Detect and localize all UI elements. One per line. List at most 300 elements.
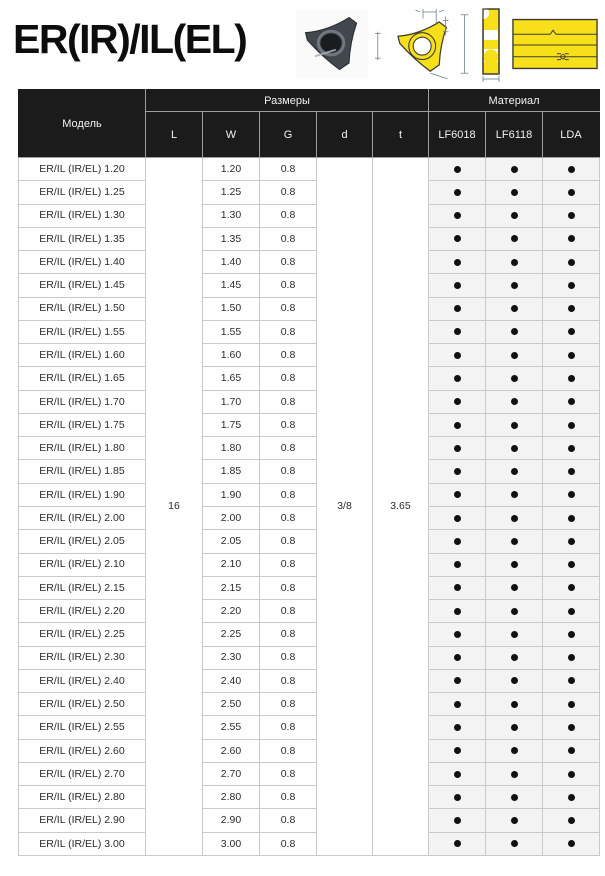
material-cell-lf6118: [486, 413, 543, 436]
availability-dot: [454, 515, 461, 522]
model-cell: ER/IL (IR/EL) 1.45: [19, 274, 146, 297]
table-row: [19, 506, 600, 529]
g-cell: 0.8: [260, 251, 317, 274]
availability-dot: [454, 305, 461, 312]
insert-side-drawing-graphic: [478, 5, 504, 83]
material-cell-lda: [543, 553, 600, 576]
g-cell: 0.8: [260, 181, 317, 204]
availability-dot: [568, 212, 575, 219]
availability-dot: [454, 724, 461, 731]
model-cell: ER/IL (IR/EL) 1.70: [19, 390, 146, 413]
model-cell: ER/IL (IR/EL) 1.40: [19, 251, 146, 274]
availability-dot: [511, 328, 518, 335]
model-cell: ER/IL (IR/EL) 3.00: [19, 832, 146, 855]
material-cell-lda: [543, 530, 600, 553]
table-row: [19, 809, 600, 832]
availability-dot: [568, 794, 575, 801]
w-cell: 1.20: [203, 158, 260, 181]
availability-dot: [511, 375, 518, 382]
table-row: [19, 297, 600, 320]
material-cell-lda: [543, 739, 600, 762]
availability-dot: [454, 701, 461, 708]
model-cell: ER/IL (IR/EL) 2.70: [19, 762, 146, 785]
availability-dot: [568, 701, 575, 708]
availability-dot: [511, 584, 518, 591]
table-row: [19, 204, 600, 227]
insert-top-drawing-graphic: [510, 15, 600, 73]
w-cell: 2.10: [203, 553, 260, 576]
g-cell: 0.8: [260, 646, 317, 669]
material-cell-lf6118: [486, 367, 543, 390]
w-cell: 1.65: [203, 367, 260, 390]
column-group-material: Материал: [429, 90, 600, 112]
availability-dot: [511, 771, 518, 778]
g-cell: 0.8: [260, 716, 317, 739]
material-cell-lf6018: [429, 786, 486, 809]
material-cell-lf6018: [429, 553, 486, 576]
availability-dot: [568, 817, 575, 824]
g-cell: 0.8: [260, 809, 317, 832]
availability-dot: [511, 608, 518, 615]
merged-d-cell: 3/8: [317, 158, 373, 856]
w-cell: 2.60: [203, 739, 260, 762]
w-cell: 2.25: [203, 623, 260, 646]
g-cell: 0.8: [260, 623, 317, 646]
w-cell: 1.60: [203, 344, 260, 367]
material-cell-lda: [543, 576, 600, 599]
availability-dot: [568, 538, 575, 545]
page-header: [0, 0, 605, 89]
table-row: [19, 413, 600, 436]
material-cell-lf6018: [429, 646, 486, 669]
material-cell-lf6018: [429, 809, 486, 832]
material-cell-lda: [543, 297, 600, 320]
availability-dot: [511, 491, 518, 498]
w-cell: 2.30: [203, 646, 260, 669]
table-row: [19, 739, 600, 762]
availability-dot: [454, 584, 461, 591]
availability-dot: [511, 352, 518, 359]
model-cell: ER/IL (IR/EL) 2.60: [19, 739, 146, 762]
table-body: [19, 158, 600, 856]
material-cell-lf6118: [486, 390, 543, 413]
material-cell-lf6018: [429, 413, 486, 436]
availability-dot: [511, 259, 518, 266]
material-cell-lf6018: [429, 158, 486, 181]
g-cell: 0.8: [260, 483, 317, 506]
material-cell-lf6018: [429, 437, 486, 460]
availability-dot: [454, 282, 461, 289]
material-cell-lf6118: [486, 530, 543, 553]
model-cell: ER/IL (IR/EL) 1.35: [19, 227, 146, 250]
g-cell: 0.8: [260, 739, 317, 762]
availability-dot: [511, 212, 518, 219]
insert-top-drawing: [510, 15, 600, 73]
w-cell: 1.30: [203, 204, 260, 227]
material-cell-lf6018: [429, 390, 486, 413]
material-cell-lda: [543, 181, 600, 204]
availability-dot: [568, 608, 575, 615]
material-cell-lf6118: [486, 786, 543, 809]
material-cell-lf6118: [486, 344, 543, 367]
availability-dot: [511, 422, 518, 429]
availability-dot: [454, 189, 461, 196]
material-cell-lf6118: [486, 669, 543, 692]
model-cell: ER/IL (IR/EL) 1.85: [19, 460, 146, 483]
availability-dot: [511, 840, 518, 847]
availability-dot: [511, 468, 518, 475]
w-cell: 1.25: [203, 181, 260, 204]
material-cell-lf6118: [486, 739, 543, 762]
material-cell-lf6118: [486, 227, 543, 250]
material-cell-lda: [543, 693, 600, 716]
availability-dot: [454, 771, 461, 778]
model-cell: ER/IL (IR/EL) 2.20: [19, 600, 146, 623]
material-cell-lf6018: [429, 204, 486, 227]
g-cell: 0.8: [260, 437, 317, 460]
insert-photo-graphic: [296, 8, 368, 80]
availability-dot: [454, 631, 461, 638]
insert-front-drawing-graphic: [374, 6, 472, 82]
table-header: [19, 90, 600, 158]
availability-dot: [454, 375, 461, 382]
availability-dot: [568, 189, 575, 196]
material-cell-lda: [543, 344, 600, 367]
w-cell: 1.80: [203, 437, 260, 460]
material-cell-lda: [543, 506, 600, 529]
availability-dot: [568, 654, 575, 661]
material-cell-lda: [543, 413, 600, 436]
model-cell: ER/IL (IR/EL) 1.25: [19, 181, 146, 204]
material-cell-lf6018: [429, 227, 486, 250]
availability-dot: [568, 282, 575, 289]
w-cell: 2.15: [203, 576, 260, 599]
w-cell: 1.40: [203, 251, 260, 274]
table-row: [19, 646, 600, 669]
column-header-w: W: [203, 112, 260, 158]
material-cell-lf6118: [486, 437, 543, 460]
table-row: [19, 460, 600, 483]
w-cell: 1.50: [203, 297, 260, 320]
availability-dot: [454, 677, 461, 684]
material-cell-lf6118: [486, 320, 543, 343]
material-cell-lda: [543, 251, 600, 274]
column-header-lf6018: LF6018: [429, 112, 486, 158]
table-row: [19, 553, 600, 576]
availability-dot: [511, 724, 518, 731]
g-cell: 0.8: [260, 390, 317, 413]
availability-dot: [454, 608, 461, 615]
material-cell-lf6118: [486, 553, 543, 576]
w-cell: 1.45: [203, 274, 260, 297]
table-row: [19, 181, 600, 204]
material-cell-lf6118: [486, 158, 543, 181]
material-cell-lf6018: [429, 600, 486, 623]
table-row: [19, 390, 600, 413]
g-cell: 0.8: [260, 297, 317, 320]
column-header-lf6118: LF6118: [486, 112, 543, 158]
material-cell-lda: [543, 227, 600, 250]
availability-dot: [511, 282, 518, 289]
w-cell: 1.85: [203, 460, 260, 483]
availability-dot: [511, 235, 518, 242]
model-cell: ER/IL (IR/EL) 2.55: [19, 716, 146, 739]
g-cell: 0.8: [260, 553, 317, 576]
material-cell-lf6118: [486, 506, 543, 529]
availability-dot: [511, 701, 518, 708]
availability-dot: [568, 724, 575, 731]
availability-dot: [568, 515, 575, 522]
material-cell-lf6018: [429, 320, 486, 343]
w-cell: 2.90: [203, 809, 260, 832]
table-row: [19, 669, 600, 692]
material-cell-lda: [543, 390, 600, 413]
insert-side-drawing: [478, 5, 504, 83]
page-title: ER(IR)/IL(EL): [13, 16, 247, 62]
merged-l-cell: 16: [146, 158, 203, 856]
g-cell: 0.8: [260, 344, 317, 367]
w-cell: 2.05: [203, 530, 260, 553]
material-cell-lda: [543, 669, 600, 692]
model-cell: ER/IL (IR/EL) 2.30: [19, 646, 146, 669]
material-cell-lf6118: [486, 762, 543, 785]
table-row: [19, 437, 600, 460]
g-cell: 0.8: [260, 227, 317, 250]
table-row: [19, 367, 600, 390]
availability-dot: [568, 677, 575, 684]
availability-dot: [454, 654, 461, 661]
table-row: [19, 716, 600, 739]
g-cell: 0.8: [260, 693, 317, 716]
availability-dot: [568, 235, 575, 242]
material-cell-lda: [543, 716, 600, 739]
material-cell-lda: [543, 437, 600, 460]
column-header-d: d: [317, 112, 373, 158]
availability-dot: [454, 328, 461, 335]
availability-dot: [454, 561, 461, 568]
table-row: [19, 158, 600, 181]
material-cell-lda: [543, 809, 600, 832]
availability-dot: [568, 771, 575, 778]
availability-dot: [568, 491, 575, 498]
availability-dot: [568, 445, 575, 452]
material-cell-lda: [543, 646, 600, 669]
g-cell: 0.8: [260, 367, 317, 390]
availability-dot: [511, 677, 518, 684]
material-cell-lf6018: [429, 623, 486, 646]
g-cell: 0.8: [260, 320, 317, 343]
availability-dot: [454, 212, 461, 219]
material-cell-lf6018: [429, 576, 486, 599]
model-cell: ER/IL (IR/EL) 2.00: [19, 506, 146, 529]
w-cell: 1.70: [203, 390, 260, 413]
table-row: [19, 483, 600, 506]
material-cell-lf6118: [486, 600, 543, 623]
availability-dot: [511, 654, 518, 661]
material-cell-lda: [543, 600, 600, 623]
w-cell: 1.55: [203, 320, 260, 343]
material-cell-lf6018: [429, 181, 486, 204]
column-header-model: Модель: [19, 90, 146, 158]
availability-dot: [568, 561, 575, 568]
model-cell: ER/IL (IR/EL) 1.80: [19, 437, 146, 460]
material-cell-lf6018: [429, 251, 486, 274]
material-cell-lda: [543, 762, 600, 785]
w-cell: 2.70: [203, 762, 260, 785]
g-cell: 0.8: [260, 413, 317, 436]
availability-dot: [568, 631, 575, 638]
w-cell: 1.90: [203, 483, 260, 506]
material-cell-lda: [543, 460, 600, 483]
availability-dot: [568, 422, 575, 429]
w-cell: 1.75: [203, 413, 260, 436]
g-cell: 0.8: [260, 786, 317, 809]
model-cell: ER/IL (IR/EL) 2.80: [19, 786, 146, 809]
material-cell-lda: [543, 204, 600, 227]
model-cell: ER/IL (IR/EL) 2.50: [19, 693, 146, 716]
model-cell: ER/IL (IR/EL) 1.60: [19, 344, 146, 367]
model-cell: ER/IL (IR/EL) 1.30: [19, 204, 146, 227]
column-header-l: L: [146, 112, 203, 158]
availability-dot: [568, 468, 575, 475]
availability-dot: [454, 166, 461, 173]
availability-dot: [511, 817, 518, 824]
availability-dot: [454, 445, 461, 452]
model-cell: ER/IL (IR/EL) 1.90: [19, 483, 146, 506]
model-cell: ER/IL (IR/EL) 1.75: [19, 413, 146, 436]
model-cell: ER/IL (IR/EL) 2.10: [19, 553, 146, 576]
w-cell: 2.50: [203, 693, 260, 716]
availability-dot: [454, 235, 461, 242]
availability-dot: [511, 561, 518, 568]
table-row: [19, 762, 600, 785]
availability-dot: [511, 166, 518, 173]
material-cell-lf6118: [486, 483, 543, 506]
w-cell: 1.35: [203, 227, 260, 250]
material-cell-lf6118: [486, 274, 543, 297]
g-cell: 0.8: [260, 506, 317, 529]
material-cell-lda: [543, 832, 600, 855]
model-cell: ER/IL (IR/EL) 1.50: [19, 297, 146, 320]
merged-t-cell: 3.65: [373, 158, 429, 856]
availability-dot: [568, 398, 575, 405]
table-row: [19, 344, 600, 367]
column-header-lda: LDA: [543, 112, 600, 158]
table-row: [19, 786, 600, 809]
g-cell: 0.8: [260, 832, 317, 855]
availability-dot: [511, 189, 518, 196]
model-cell: ER/IL (IR/EL) 2.25: [19, 623, 146, 646]
model-cell: ER/IL (IR/EL) 2.15: [19, 576, 146, 599]
availability-dot: [511, 794, 518, 801]
model-cell: ER/IL (IR/EL) 2.05: [19, 530, 146, 553]
model-cell: ER/IL (IR/EL) 2.90: [19, 809, 146, 832]
material-cell-lf6118: [486, 204, 543, 227]
availability-dot: [568, 166, 575, 173]
material-cell-lf6118: [486, 297, 543, 320]
header-group-row: [19, 90, 600, 112]
g-cell: 0.8: [260, 762, 317, 785]
table-row: [19, 227, 600, 250]
w-cell: 2.55: [203, 716, 260, 739]
w-cell: 2.00: [203, 506, 260, 529]
material-cell-lf6118: [486, 181, 543, 204]
material-cell-lf6118: [486, 693, 543, 716]
model-cell: ER/IL (IR/EL) 2.40: [19, 669, 146, 692]
availability-dot: [568, 352, 575, 359]
availability-dot: [568, 375, 575, 382]
material-cell-lf6018: [429, 297, 486, 320]
material-cell-lf6118: [486, 460, 543, 483]
product-images: [296, 4, 600, 84]
availability-dot: [511, 538, 518, 545]
material-cell-lda: [543, 320, 600, 343]
material-cell-lf6118: [486, 576, 543, 599]
table-row: [19, 274, 600, 297]
availability-dot: [454, 538, 461, 545]
g-cell: 0.8: [260, 204, 317, 227]
g-cell: 0.8: [260, 274, 317, 297]
availability-dot: [454, 468, 461, 475]
spec-table: [18, 89, 600, 856]
material-cell-lda: [543, 786, 600, 809]
table-row: [19, 251, 600, 274]
column-header-t: t: [373, 112, 429, 158]
material-cell-lda: [543, 367, 600, 390]
availability-dot: [454, 817, 461, 824]
material-cell-lda: [543, 483, 600, 506]
material-cell-lf6018: [429, 739, 486, 762]
model-cell: ER/IL (IR/EL) 1.20: [19, 158, 146, 181]
material-cell-lf6018: [429, 367, 486, 390]
column-group-dimensions: Размеры: [146, 90, 429, 112]
insert-photo: [296, 8, 368, 80]
availability-dot: [568, 840, 575, 847]
material-cell-lda: [543, 623, 600, 646]
material-cell-lf6118: [486, 646, 543, 669]
material-cell-lf6018: [429, 693, 486, 716]
table-row: [19, 623, 600, 646]
availability-dot: [454, 259, 461, 266]
table-row: [19, 576, 600, 599]
model-cell: ER/IL (IR/EL) 1.65: [19, 367, 146, 390]
availability-dot: [454, 352, 461, 359]
material-cell-lda: [543, 158, 600, 181]
availability-dot: [454, 422, 461, 429]
material-cell-lf6018: [429, 483, 486, 506]
material-cell-lf6018: [429, 832, 486, 855]
availability-dot: [568, 328, 575, 335]
table-row: [19, 693, 600, 716]
availability-dot: [511, 515, 518, 522]
insert-front-drawing: [374, 6, 472, 82]
table-row: [19, 320, 600, 343]
material-cell-lf6118: [486, 251, 543, 274]
table-row: [19, 600, 600, 623]
table-row: [19, 530, 600, 553]
availability-dot: [454, 747, 461, 754]
availability-dot: [568, 584, 575, 591]
material-cell-lf6018: [429, 669, 486, 692]
w-cell: 2.40: [203, 669, 260, 692]
availability-dot: [454, 398, 461, 405]
availability-dot: [454, 840, 461, 847]
material-cell-lf6118: [486, 832, 543, 855]
availability-dot: [511, 747, 518, 754]
availability-dot: [454, 491, 461, 498]
material-cell-lf6018: [429, 762, 486, 785]
w-cell: 2.20: [203, 600, 260, 623]
